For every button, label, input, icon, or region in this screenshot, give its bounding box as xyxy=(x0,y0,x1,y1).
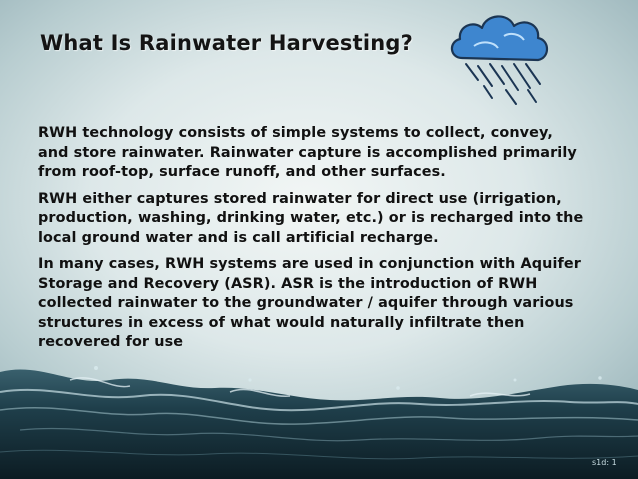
slide-body xyxy=(38,124,586,360)
paragraph-rwh-definition: RWH technology consists of simple systems to collect, convey, and store rainwater. Rainwater capture is accomplished primarily from roof-top, surface runoff, and other surfaces. xyxy=(38,125,577,180)
paragraph-asr: In many cases, RWH systems are used in conjunction with Aquifer Storage and Recovery (ASR). ASR is the introduction of RWH collected rainwater to the groundwater / aquifer through various structures in excess of what would naturally infiltrate then recovered for use xyxy=(38,256,581,350)
slide-number: s1d: 1 xyxy=(592,458,617,467)
paragraph-rwh-uses: RWH either captures stored rainwater for direct use (irrigation, production, washing, drinking water, etc.) or is recharged into the local ground water and is call artificial recharge. xyxy=(38,190,584,246)
slide-title: What Is Rainwater Harvesting? xyxy=(40,31,414,55)
rain-cloud-icon xyxy=(444,6,554,112)
